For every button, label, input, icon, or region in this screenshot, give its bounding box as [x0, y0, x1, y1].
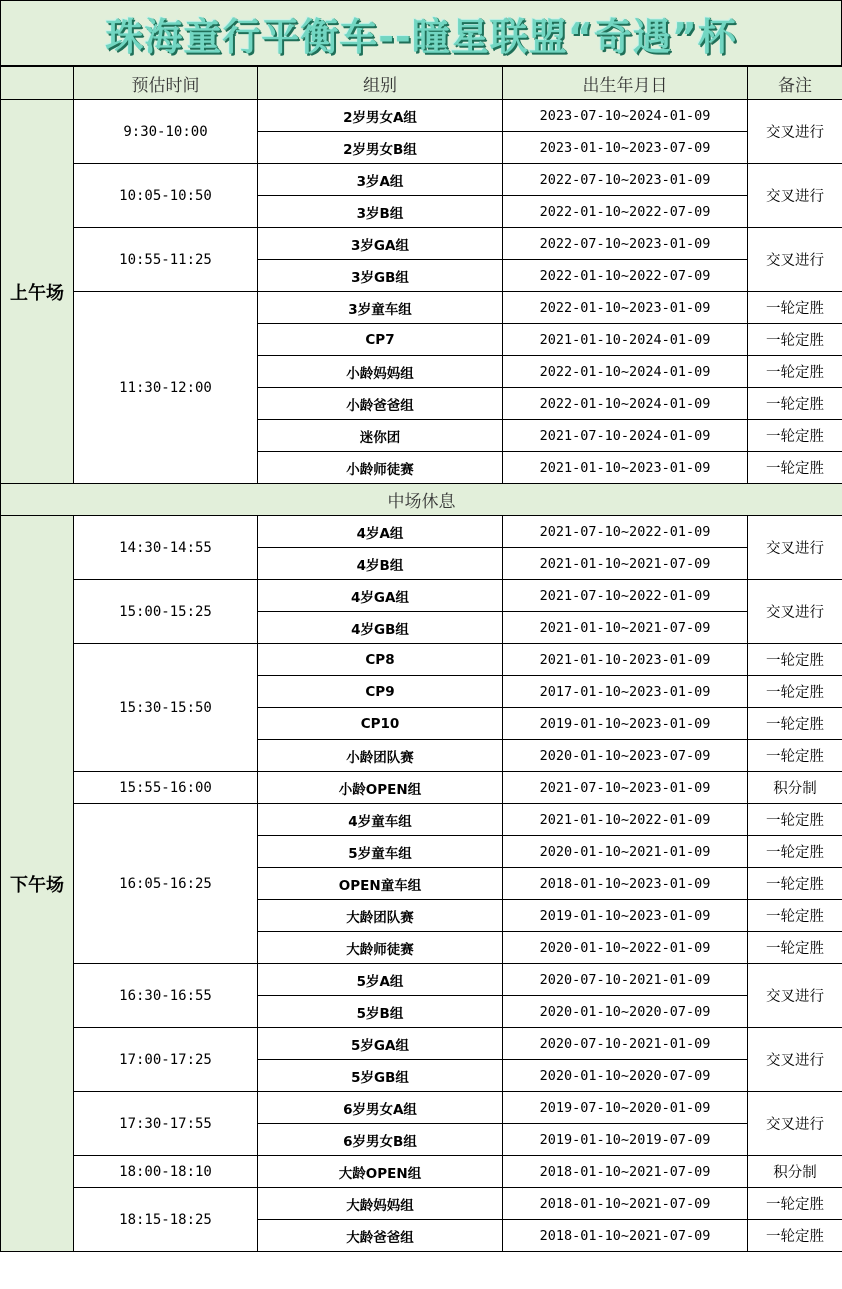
table-row: [1, 516, 842, 548]
birth-range: 2022-01-10~2023-01-09: [503, 292, 748, 324]
group-name: 3岁B组: [258, 196, 503, 228]
group-name: 6岁男女A组: [258, 1092, 503, 1124]
note-cell: 一轮定胜: [748, 804, 842, 836]
afternoon-session-label: 下午场: [1, 516, 74, 1252]
birth-range: 2020-01-10~2023-07-09: [503, 740, 748, 772]
note-cell: 交叉进行: [748, 516, 842, 580]
header-time: 预估时间: [74, 67, 258, 100]
note-cell: 交叉进行: [748, 964, 842, 1028]
group-name: 5岁B组: [258, 996, 503, 1028]
time-slot: 14:30-14:55: [74, 516, 258, 580]
group-name: 4岁GB组: [258, 612, 503, 644]
group-name: 迷你团: [258, 420, 503, 452]
table-row: [1, 1156, 842, 1188]
note-cell: 一轮定胜: [748, 292, 842, 324]
break-row: [1, 484, 842, 516]
group-name: 4岁A组: [258, 516, 503, 548]
group-name: 小龄师徒赛: [258, 452, 503, 484]
birth-range: 2021-07-10~2022-01-09: [503, 516, 748, 548]
birth-range: 2022-01-10~2022-07-09: [503, 260, 748, 292]
table-row: [1, 644, 842, 676]
birth-range: 2021-01-10~2023-01-09: [503, 452, 748, 484]
table-row: [1, 964, 842, 996]
time-slot: 11:30-12:00: [74, 292, 258, 484]
note-cell: 交叉进行: [748, 228, 842, 292]
note-cell: 一轮定胜: [748, 644, 842, 676]
group-name: 大龄师徒赛: [258, 932, 503, 964]
note-cell: 交叉进行: [748, 1028, 842, 1092]
birth-range: 2018-01-10~2021-07-09: [503, 1220, 748, 1252]
header-group: 组别: [258, 67, 503, 100]
birth-range: 2020-07-10-2021-01-09: [503, 1028, 748, 1060]
birth-range: 2021-07-10~2022-01-09: [503, 580, 748, 612]
header-birth: 出生年月日: [503, 67, 748, 100]
birth-range: 2023-07-10~2024-01-09: [503, 100, 748, 132]
note-cell: 交叉进行: [748, 100, 842, 164]
group-name: 4岁B组: [258, 548, 503, 580]
group-name: 5岁A组: [258, 964, 503, 996]
note-cell: 交叉进行: [748, 1092, 842, 1156]
group-name: CP9: [258, 676, 503, 708]
birth-range: 2019-01-10~2023-01-09: [503, 708, 748, 740]
group-name: 3岁A组: [258, 164, 503, 196]
note-cell: 一轮定胜: [748, 676, 842, 708]
table-header: [1, 67, 842, 100]
group-name: 小龄妈妈组: [258, 356, 503, 388]
birth-range: 2018-01-10~2021-07-09: [503, 1156, 748, 1188]
group-name: 2岁男女A组: [258, 100, 503, 132]
time-slot: 18:00-18:10: [74, 1156, 258, 1188]
note-cell: 一轮定胜: [748, 452, 842, 484]
group-name: 大龄妈妈组: [258, 1188, 503, 1220]
table-row: [1, 1028, 842, 1060]
group-name: 大龄团队赛: [258, 900, 503, 932]
note-cell: 一轮定胜: [748, 1188, 842, 1220]
group-name: 2岁男女B组: [258, 132, 503, 164]
birth-range: 2022-01-10~2024-01-09: [503, 356, 748, 388]
note-cell: 交叉进行: [748, 164, 842, 228]
title-bar: [0, 0, 842, 66]
time-slot: 16:30-16:55: [74, 964, 258, 1028]
table-row: [1, 1188, 842, 1220]
group-name: CP10: [258, 708, 503, 740]
group-name: CP7: [258, 324, 503, 356]
group-name: OPEN童车组: [258, 868, 503, 900]
group-name: 4岁童车组: [258, 804, 503, 836]
note-cell: 积分制: [748, 772, 842, 804]
group-name: 4岁GA组: [258, 580, 503, 612]
table-row: [1, 292, 842, 324]
birth-range: 2022-01-10~2024-01-09: [503, 388, 748, 420]
birth-range: 2019-01-10~2019-07-09: [503, 1124, 748, 1156]
time-slot: 10:55-11:25: [74, 228, 258, 292]
table-row: [1, 580, 842, 612]
group-name: 3岁童车组: [258, 292, 503, 324]
note-cell: 一轮定胜: [748, 932, 842, 964]
morning-session-label: 上午场: [1, 100, 74, 484]
group-name: 5岁GB组: [258, 1060, 503, 1092]
header-corner: [1, 67, 74, 100]
birth-range: 2021-01-10~2021-07-09: [503, 548, 748, 580]
page-title: 珠海童行平衡车--瞳星联盟“奇遇”杯: [105, 14, 737, 59]
note-cell: 一轮定胜: [748, 708, 842, 740]
note-cell: 一轮定胜: [748, 324, 842, 356]
group-name: CP8: [258, 644, 503, 676]
birth-range: 2017-01-10~2023-01-09: [503, 676, 748, 708]
note-cell: 积分制: [748, 1156, 842, 1188]
birth-range: 2023-01-10~2023-07-09: [503, 132, 748, 164]
table-row: [1, 228, 842, 260]
table-row: [1, 164, 842, 196]
birth-range: 2020-01-10~2021-01-09: [503, 836, 748, 868]
birth-range: 2021-01-10~2022-01-09: [503, 804, 748, 836]
birth-range: 2021-07-10-2024-01-09: [503, 420, 748, 452]
birth-range: 2021-01-10-2024-01-09: [503, 324, 748, 356]
birth-range: 2021-01-10-2023-01-09: [503, 644, 748, 676]
note-cell: 一轮定胜: [748, 356, 842, 388]
group-name: 5岁GA组: [258, 1028, 503, 1060]
time-slot: 15:55-16:00: [74, 772, 258, 804]
note-cell: 一轮定胜: [748, 836, 842, 868]
table-body: [1, 100, 842, 1252]
group-name: 3岁GA组: [258, 228, 503, 260]
birth-range: 2022-01-10~2022-07-09: [503, 196, 748, 228]
header-row: [1, 67, 842, 100]
group-name: 6岁男女B组: [258, 1124, 503, 1156]
schedule-table: [0, 66, 842, 1252]
time-slot: 15:30-15:50: [74, 644, 258, 772]
table-row: [1, 804, 842, 836]
birth-range: 2022-07-10~2023-01-09: [503, 164, 748, 196]
group-name: 3岁GB组: [258, 260, 503, 292]
time-slot: 16:05-16:25: [74, 804, 258, 964]
birth-range: 2018-01-10~2021-07-09: [503, 1188, 748, 1220]
time-slot: 10:05-10:50: [74, 164, 258, 228]
table-row: [1, 772, 842, 804]
birth-range: 2019-07-10~2020-01-09: [503, 1092, 748, 1124]
birth-range: 2022-07-10~2023-01-09: [503, 228, 748, 260]
note-cell: 一轮定胜: [748, 740, 842, 772]
time-slot: 17:00-17:25: [74, 1028, 258, 1092]
note-cell: 一轮定胜: [748, 1220, 842, 1252]
birth-range: 2020-07-10-2021-01-09: [503, 964, 748, 996]
time-slot: 17:30-17:55: [74, 1092, 258, 1156]
note-cell: 一轮定胜: [748, 868, 842, 900]
header-note: 备注: [748, 67, 842, 100]
time-slot: 18:15-18:25: [74, 1188, 258, 1252]
group-name: 大龄爸爸组: [258, 1220, 503, 1252]
group-name: 5岁童车组: [258, 836, 503, 868]
table-row: [1, 1092, 842, 1124]
birth-range: 2019-01-10~2023-01-09: [503, 900, 748, 932]
group-name: 大龄OPEN组: [258, 1156, 503, 1188]
group-name: 小龄爸爸组: [258, 388, 503, 420]
note-cell: 交叉进行: [748, 580, 842, 644]
time-slot: 15:00-15:25: [74, 580, 258, 644]
birth-range: 2020-01-10~2022-01-09: [503, 932, 748, 964]
table-row: [1, 100, 842, 132]
birth-range: 2020-01-10~2020-07-09: [503, 996, 748, 1028]
note-cell: 一轮定胜: [748, 900, 842, 932]
birth-range: 2021-01-10~2021-07-09: [503, 612, 748, 644]
note-cell: 一轮定胜: [748, 420, 842, 452]
note-cell: 一轮定胜: [748, 388, 842, 420]
time-slot: 9:30-10:00: [74, 100, 258, 164]
group-name: 小龄OPEN组: [258, 772, 503, 804]
birth-range: 2021-07-10~2023-01-09: [503, 772, 748, 804]
birth-range: 2018-01-10~2023-01-09: [503, 868, 748, 900]
break-label: 中场休息: [1, 484, 842, 516]
group-name: 小龄团队赛: [258, 740, 503, 772]
birth-range: 2020-01-10~2020-07-09: [503, 1060, 748, 1092]
